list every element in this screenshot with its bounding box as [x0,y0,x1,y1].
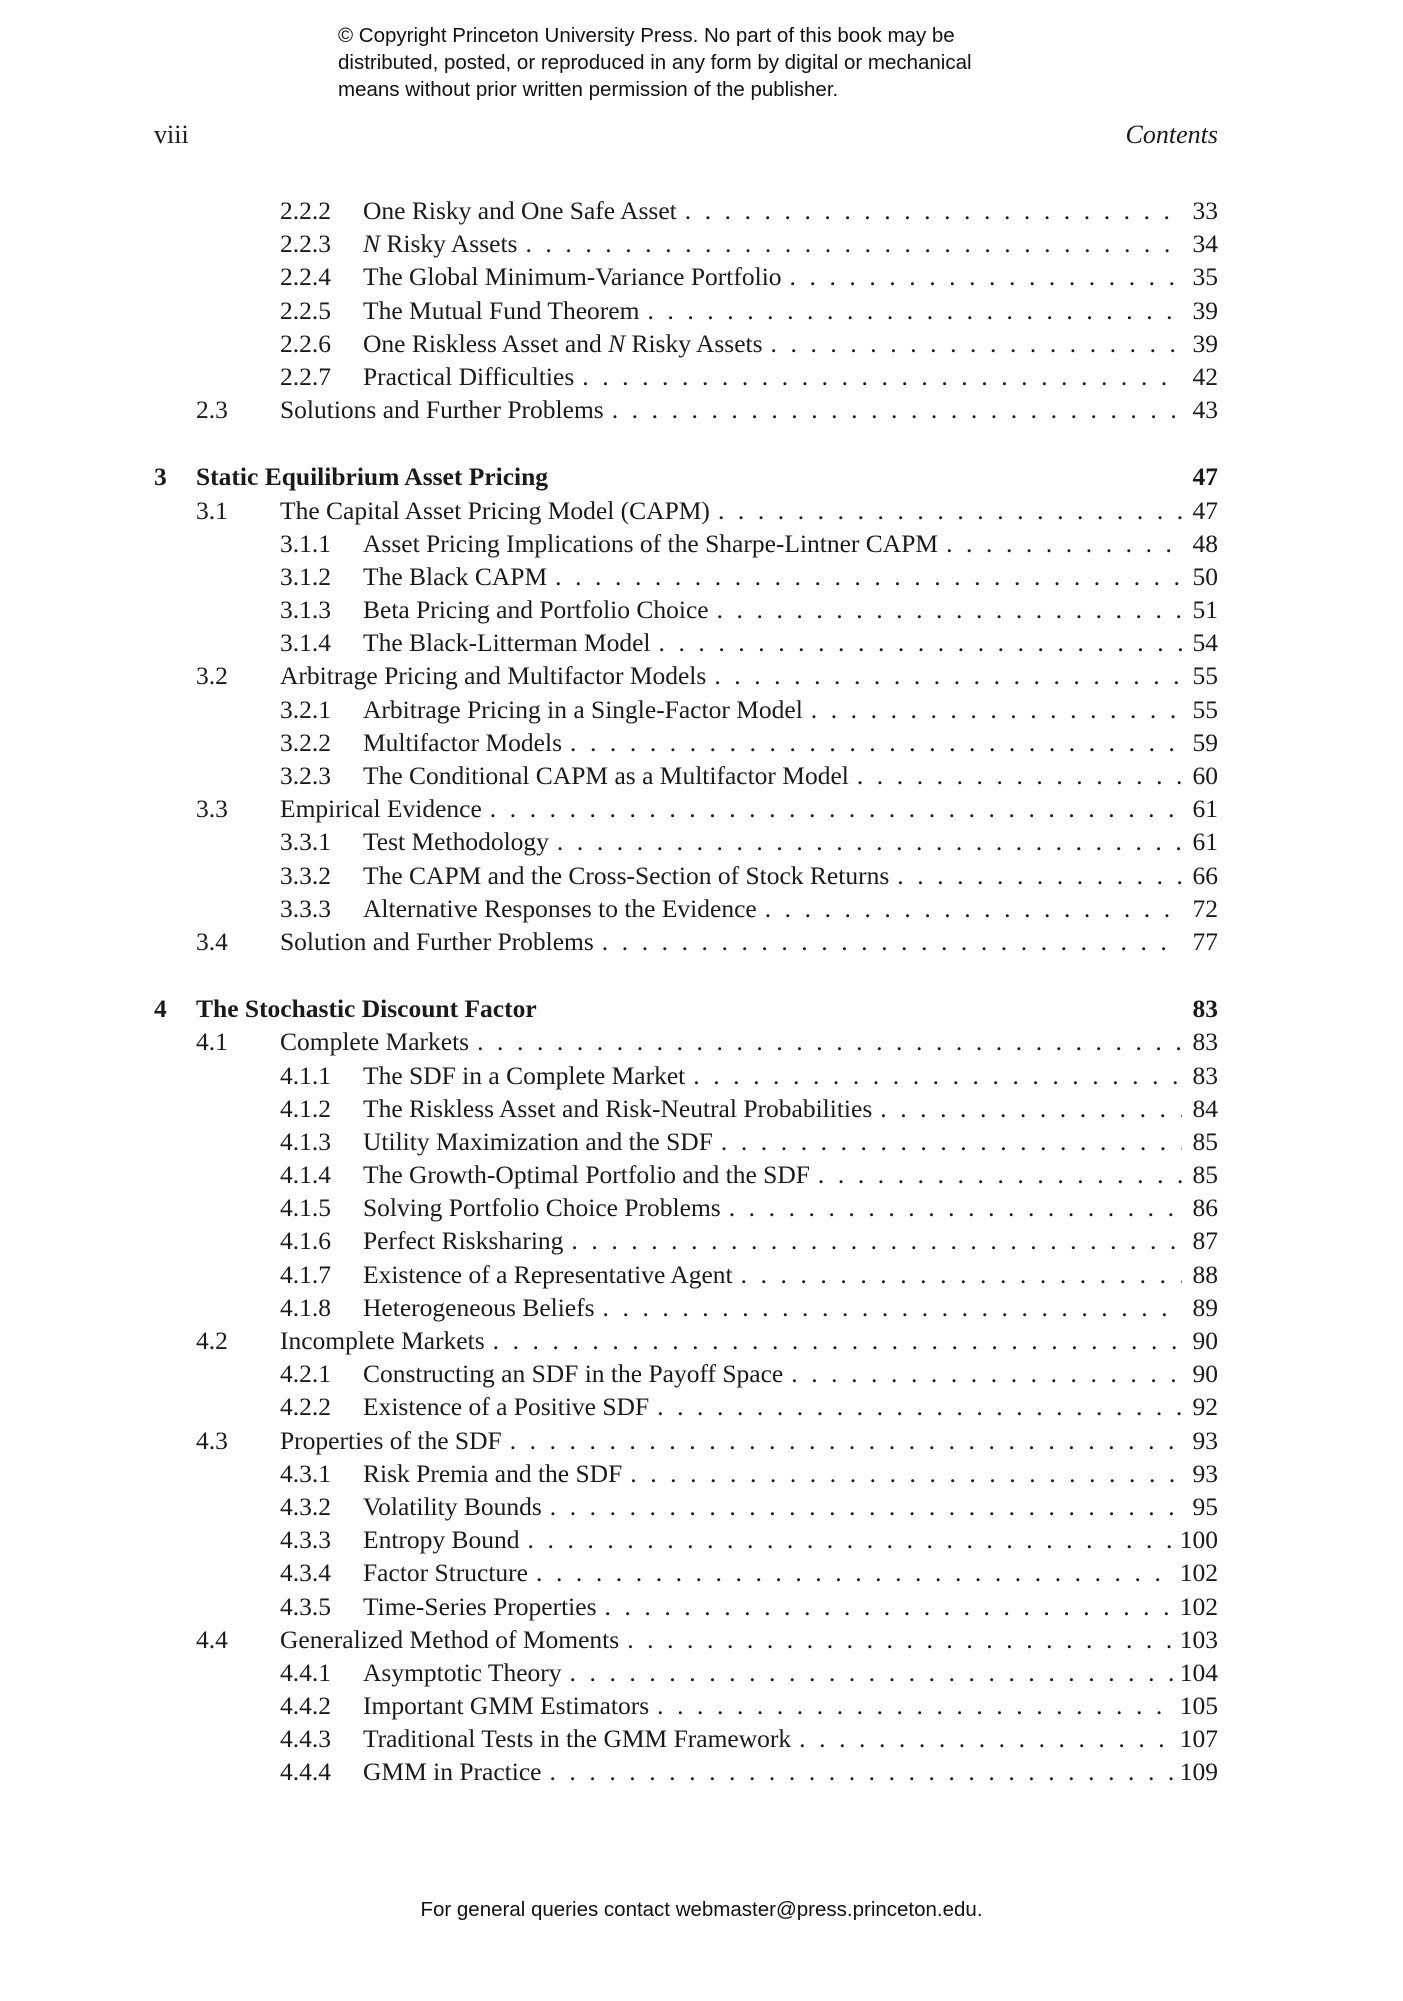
toc-entry-title: Complete Markets [280,1027,470,1057]
toc-entry-number: 3.2.3 [280,761,331,790]
toc-subsection-entry[interactable] [154,759,1218,792]
toc-entry-title: Practical Difficulties [363,361,575,391]
toc-dot-leader [630,1457,1182,1490]
toc-entry-page: 47 [1192,462,1218,492]
toc-dot-leader [490,792,1182,825]
toc-entry-number: 4.2.2 [280,1392,331,1422]
toc-entry-title: The Riskless Asset and Risk-Neutral Probabilities [363,1093,873,1123]
toc-entry-title: Generalized Method of Moments [280,1624,620,1654]
toc-entry-number: 4.4.3 [280,1724,331,1754]
toc-entry-page: 83 [1192,1060,1218,1090]
toc-entry-page: 34 [1192,229,1218,259]
toc-entry-page: 85 [1192,1160,1218,1190]
toc-entry-title: Factor Structure [363,1558,528,1588]
toc-dot-leader [771,327,1182,360]
toc-entry-number: 3.1.3 [280,595,331,625]
toc-entry-page: 61 [1192,827,1218,857]
toc-entry-title: The Global Minimum-Variance Portfolio [363,262,782,292]
toc-entry-page: 61 [1192,794,1218,824]
toc-entry-number: 3.2.1 [280,694,331,724]
toc-entry-title: Heterogeneous Beliefs [363,1292,595,1322]
toc-entry-page: 93 [1192,1458,1218,1488]
toc-entry-body [363,294,1218,327]
toc-entry-body [363,1457,1218,1490]
toc-dot-leader [557,825,1182,858]
toc-subsection-entry[interactable] [154,1755,1218,1788]
toc-entry-body [363,1092,1218,1125]
toc-subsection-entry[interactable] [154,227,1218,260]
toc-subsection-entry[interactable] [154,1490,1218,1523]
toc-dot-leader [946,527,1182,560]
toc-entry-title: Risk Premia and the SDF [363,1458,623,1488]
toc-entry-number: 4.4.4 [280,1757,331,1787]
toc-entry-page: 85 [1192,1126,1218,1156]
toc-dot-leader [571,1224,1182,1257]
toc-entry-number: 2.2.5 [280,295,331,325]
toc-entry-number: 4.4.1 [280,1657,331,1687]
copyright-line: © Copyright Princeton University Press. No part of this book may be [338,24,955,47]
running-title: Contents [1125,120,1218,149]
toc-entry-title: Constructing an SDF in the Payoff Space [363,1359,784,1389]
toc-entry-body [363,327,1218,360]
toc-subsection-entry[interactable] [154,260,1218,293]
toc-entry-page: 54 [1192,628,1218,658]
toc-subsection-entry[interactable] [154,1689,1218,1722]
toc-entry-body [363,693,1218,726]
toc-entry-title: The Capital Asset Pricing Model (CAPM) [280,495,710,525]
toc-entry-title: GMM in Practice [363,1757,542,1787]
toc-entry-number: 4 [154,994,167,1024]
table-of-contents [154,194,1218,1789]
toc-entry-title: One Risky and One Safe Asset [363,196,677,225]
toc-subsection-entry[interactable] [154,1158,1218,1191]
toc-dot-leader [765,892,1182,925]
toc-entry-body [363,759,1218,792]
toc-entry-title: Incomplete Markets [280,1326,485,1355]
toc-chapter-entry[interactable] [154,992,1218,1025]
toc-section-entry[interactable] [154,925,1218,958]
toc-subsection-entry[interactable] [154,1258,1218,1291]
toc-entry-page: 60 [1192,761,1218,790]
toc-dot-leader [729,1191,1182,1224]
toc-entry-body [196,992,1218,1025]
toc-dot-leader [602,925,1182,958]
toc-chapter-entry[interactable] [154,460,1218,493]
toc-dot-leader [647,294,1182,327]
toc-entry-body [363,527,1218,560]
toc-entry-number: 4.1 [196,1027,228,1057]
toc-entry-body [363,1258,1218,1291]
toc-subsection-entry[interactable] [154,560,1218,593]
toc-dot-leader [811,693,1182,726]
toc-section-entry[interactable] [154,393,1218,426]
toc-entry-page: 42 [1192,361,1218,391]
toc-dot-leader [510,1424,1182,1457]
toc-entry-title [363,327,763,360]
toc-entry-page: 39 [1192,295,1218,325]
toc-entry-number: 3.4 [196,926,228,956]
toc-entry-body [280,1424,1218,1457]
toc-entry-body [363,892,1218,925]
toc-entry-title: The Mutual Fund Theorem [363,295,640,325]
footer-contact: For general queries contact webmaster@press.princeton.edu. [420,1898,983,1921]
toc-subsection-entry[interactable] [154,360,1218,393]
toc-entry-page: 102 [1179,1591,1218,1621]
toc-subsection-entry[interactable] [154,626,1218,659]
toc-entry-page: 35 [1192,262,1218,292]
toc-dot-leader [603,1291,1182,1324]
running-head [154,120,1218,154]
toc-dot-leader [741,1258,1182,1291]
toc-entry-page: 39 [1192,328,1218,358]
toc-entry-title: Asymptotic Theory [363,1657,562,1687]
toc-subsection-entry[interactable] [154,1656,1218,1689]
toc-entry-title: The Growth-Optimal Portfolio and the SDF [363,1160,810,1190]
toc-subsection-entry[interactable] [154,1722,1218,1755]
toc-dot-leader [605,1590,1174,1623]
toc-entry-page: 95 [1192,1491,1218,1521]
toc-dot-leader [897,859,1182,892]
toc-entry-page: 47 [1192,495,1218,525]
toc-dot-leader [718,494,1182,527]
toc-entry-page: 51 [1192,595,1218,625]
toc-entry-title: Volatility Bounds [363,1491,542,1521]
toc-entry-page: 93 [1192,1425,1218,1455]
toc-entry-number: 4.2 [196,1326,228,1355]
toc-entry-title: Solution and Further Problems [280,926,594,956]
toc-section-entry[interactable] [154,494,1218,527]
toc-entry-title-text: Risky Assets [625,328,763,358]
toc-entry-body [363,1689,1218,1722]
toc-entry-body [363,1224,1218,1257]
toc-dot-leader [627,1623,1174,1656]
toc-entry-title: Beta Pricing and Portfolio Choice [363,595,709,625]
toc-entry-number: 4.4.2 [280,1691,331,1721]
toc-entry-body [363,1291,1218,1324]
toc-entry-title-text: One Riskless Asset and [363,328,609,358]
toc-entry-number: 2.2.3 [280,229,331,259]
toc-section-entry[interactable] [154,659,1218,692]
toc-entry-title: Properties of the SDF [280,1425,502,1455]
toc-entry-body [363,825,1218,858]
toc-subsection-entry[interactable] [154,1191,1218,1224]
toc-entry-page: 87 [1192,1226,1218,1256]
toc-entry-body [363,726,1218,759]
toc-dot-leader [693,1059,1182,1092]
toc-subsection-entry[interactable] [154,593,1218,626]
toc-subsection-entry[interactable] [154,1357,1218,1390]
toc-subsection-entry[interactable] [154,892,1218,925]
toc-entry-number: 3.1 [196,495,228,525]
toc-entry-body [363,1523,1218,1556]
toc-dot-leader [880,1092,1182,1125]
toc-entry-number: 4.3.1 [280,1458,331,1488]
toc-entry-title: The Stochastic Discount Factor [196,994,537,1024]
toc-entry-number: 4.1.1 [280,1060,331,1090]
toc-entry-body [196,460,1218,493]
toc-entry-number: 2.2.7 [280,361,331,391]
toc-dot-leader [550,1490,1182,1523]
toc-subsection-entry[interactable] [154,1457,1218,1490]
toc-entry-body [363,1390,1218,1423]
toc-entry-page: 109 [1179,1757,1218,1787]
toc-subsection-entry[interactable] [154,1556,1218,1589]
toc-entry-number: 4.1.6 [280,1226,331,1256]
toc-entry-number: 4.3.4 [280,1558,331,1588]
toc-dot-leader [799,1722,1174,1755]
toc-entry-number: 3.3.1 [280,827,331,857]
toc-dot-leader [714,659,1182,692]
copyright-notice [338,22,1098,103]
toc-entry-body [280,1025,1218,1058]
toc-entry-page: 55 [1192,661,1218,691]
toc-entry-body [363,626,1218,659]
toc-entry-number: 4.1.2 [280,1093,331,1123]
toc-entry-number: 3.2.2 [280,727,331,757]
toc-entry-title: Test Methodology [363,827,549,857]
toc-entry-number: 3.1.1 [280,528,331,558]
toc-dot-leader [477,1025,1182,1058]
toc-entry-page: 77 [1192,926,1218,956]
toc-subsection-entry[interactable] [154,1523,1218,1556]
toc-dot-leader [536,1556,1174,1589]
toc-entry-body [363,1059,1218,1092]
toc-entry-number: 2.3 [196,395,228,425]
toc-entry-title: Static Equilibrium Asset Pricing [196,462,549,492]
toc-entry-page: 66 [1192,860,1218,890]
toc-entry-body [363,1722,1218,1755]
toc-entry-number: 3 [154,462,167,492]
toc-entry-body [280,659,1218,692]
toc-entry-title-italic: N [363,229,381,259]
toc-entry-page: 43 [1192,395,1218,425]
toc-entry-page: 83 [1192,994,1218,1024]
toc-dot-leader [570,726,1182,759]
toc-entry-body [363,1755,1218,1788]
toc-entry-body [363,227,1218,260]
toc-section-entry[interactable] [154,1623,1218,1656]
toc-dot-leader [685,194,1182,227]
toc-entry-body [363,260,1218,293]
toc-entry-title: Multifactor Models [363,727,563,757]
toc-entry-title: Important GMM Estimators [363,1691,650,1721]
toc-subsection-entry[interactable] [154,1590,1218,1623]
toc-entry-body [280,494,1218,527]
toc-entry-title-text: Risky Assets [380,229,518,259]
toc-entry-body [363,1556,1218,1589]
toc-entry-number: 4.1.8 [280,1292,331,1322]
toc-subsection-entry[interactable] [154,527,1218,560]
toc-entry-title: Arbitrage Pricing and Multifactor Models [280,661,707,691]
toc-entry-body [280,1623,1218,1656]
toc-entry-body [363,360,1218,393]
toc-entry-page: 50 [1192,561,1218,591]
toc-subsection-entry[interactable] [154,693,1218,726]
toc-entry-title: Asset Pricing Implications of the Sharpe-Lintner CAPM [363,528,939,558]
toc-entry-body [363,1590,1218,1623]
toc-dot-leader [721,1125,1182,1158]
toc-subsection-entry[interactable] [154,1224,1218,1257]
toc-entry-title: The Black CAPM [363,561,548,591]
toc-entry-page: 83 [1192,1027,1218,1057]
toc-entry-title: Empirical Evidence [280,794,482,824]
toc-entry-number: 2.2.4 [280,262,331,292]
toc-entry-body [280,393,1218,426]
toc-dot-leader [818,1158,1182,1191]
toc-dot-leader [582,360,1182,393]
toc-entry-body [363,859,1218,892]
toc-entry-page: 105 [1179,1691,1218,1721]
toc-entry-page: 72 [1192,893,1218,923]
toc-section-entry[interactable] [154,792,1218,825]
toc-entry-number: 3.1.4 [280,628,331,658]
toc-entry-body [363,560,1218,593]
toc-entry-number: 4.1.5 [280,1193,331,1223]
toc-subsection-entry[interactable] [154,726,1218,759]
toc-entry-number: 4.1.4 [280,1160,331,1190]
toc-entry-page: 84 [1192,1093,1218,1123]
toc-entry-page: 102 [1179,1558,1218,1588]
toc-entry-body [363,1656,1218,1689]
toc-entry-title [363,227,517,260]
toc-dot-leader [790,260,1182,293]
toc-entry-title: Existence of a Representative Agent [363,1259,733,1289]
toc-entry-number: 4.3.3 [280,1525,331,1555]
toc-subsection-entry[interactable] [154,1092,1218,1125]
toc-subsection-entry[interactable] [154,859,1218,892]
toc-entry-title: Arbitrage Pricing in a Single-Factor Model [363,694,803,724]
toc-entry-number: 4.1.3 [280,1126,331,1156]
toc-entry-page: 107 [1179,1724,1218,1754]
toc-entry-body [280,792,1218,825]
toc-entry-title: Utility Maximization and the SDF [363,1126,713,1156]
toc-entry-page: 90 [1192,1359,1218,1389]
toc-entry-page: 55 [1192,694,1218,724]
toc-entry-title: Solutions and Further Problems [280,395,604,425]
toc-entry-page: 88 [1192,1259,1218,1289]
toc-entry-body [280,1324,1218,1357]
copyright-line: distributed, posted, or reproduced in any form by digital or mechanical [338,51,972,74]
toc-entry-body [363,1357,1218,1390]
toc-entry-page: 89 [1192,1292,1218,1322]
toc-entry-title: Time-Series Properties [363,1591,597,1621]
toc-entry-page: 103 [1179,1624,1218,1654]
toc-entry-body [363,194,1218,227]
toc-entry-body [280,925,1218,958]
toc-dot-leader [525,227,1182,260]
toc-entry-title: Existence of a Positive SDF [363,1392,650,1422]
toc-subsection-entry[interactable] [154,825,1218,858]
toc-entry-page: 59 [1192,727,1218,757]
toc-entry-number: 3.3.2 [280,860,331,890]
toc-dot-leader [528,1523,1174,1556]
toc-entry-page: 104 [1179,1657,1218,1687]
toc-subsection-entry[interactable] [154,1059,1218,1092]
toc-section-entry[interactable] [154,1025,1218,1058]
toc-dot-leader [493,1324,1182,1357]
toc-subsection-entry[interactable] [154,1291,1218,1324]
toc-entry-number: 3.3 [196,794,228,824]
toc-section-entry[interactable] [154,1324,1218,1357]
toc-entry-title: Entropy Bound [363,1525,520,1555]
toc-entry-number: 3.2 [196,661,228,691]
toc-dot-leader [612,393,1182,426]
toc-entry-body [363,1490,1218,1523]
toc-entry-number: 4.3 [196,1425,228,1455]
toc-entry-number: 2.2.6 [280,328,331,358]
toc-entry-title: The Black-Litterman Model [363,628,651,658]
toc-entry-title: Solving Portfolio Choice Problems [363,1193,721,1223]
toc-subsection-entry[interactable] [154,327,1218,360]
toc-dot-leader [791,1357,1182,1390]
toc-entry-title: The SDF in a Complete Market [363,1060,686,1090]
toc-entry-body [363,593,1218,626]
toc-dot-leader [657,1390,1182,1423]
toc-entry-title: Traditional Tests in the GMM Framework [363,1724,792,1754]
toc-dot-leader [570,1656,1174,1689]
toc-dot-leader [659,626,1183,659]
toc-entry-page: 86 [1192,1193,1218,1223]
toc-entry-number: 4.3.5 [280,1591,331,1621]
toc-dot-leader [555,560,1182,593]
toc-subsection-entry[interactable] [154,1390,1218,1423]
toc-entry-body [363,1191,1218,1224]
toc-entry-title: The CAPM and the Cross-Section of Stock Returns [363,860,890,890]
toc-dot-leader [549,1755,1173,1788]
toc-entry-body [363,1158,1218,1191]
toc-subsection-entry[interactable] [154,1125,1218,1158]
toc-entry-number: 4.4 [196,1624,228,1654]
toc-entry-page: 48 [1192,528,1218,558]
toc-entry-number: 4.3.2 [280,1491,331,1521]
toc-dot-leader [717,593,1182,626]
toc-entry-page: 33 [1192,196,1218,225]
toc-entry-number: 3.3.3 [280,893,331,923]
toc-entry-title: The Conditional CAPM as a Multifactor Model [363,761,849,790]
toc-entry-number: 4.2.1 [280,1359,331,1389]
toc-entry-number: 2.2.2 [280,196,331,225]
toc-subsection-entry[interactable] [154,194,1218,227]
toc-entry-title: Perfect Risksharing [363,1226,564,1256]
toc-entry-page: 90 [1192,1326,1218,1355]
toc-section-entry[interactable] [154,1424,1218,1457]
toc-entry-number: 4.1.7 [280,1259,331,1289]
page-number: viii [154,120,189,149]
toc-entry-number: 3.1.2 [280,561,331,591]
toc-dot-leader [857,759,1182,792]
toc-entry-page: 100 [1179,1525,1218,1555]
copyright-line: means without prior written permission of the publisher. [338,78,839,101]
toc-entry-title-italic: N [608,328,626,358]
toc-dot-leader [657,1689,1174,1722]
toc-entry-page: 92 [1192,1392,1218,1422]
toc-entry-body [363,1125,1218,1158]
toc-subsection-entry[interactable] [154,294,1218,327]
toc-entry-title: Alternative Responses to the Evidence [363,893,757,923]
